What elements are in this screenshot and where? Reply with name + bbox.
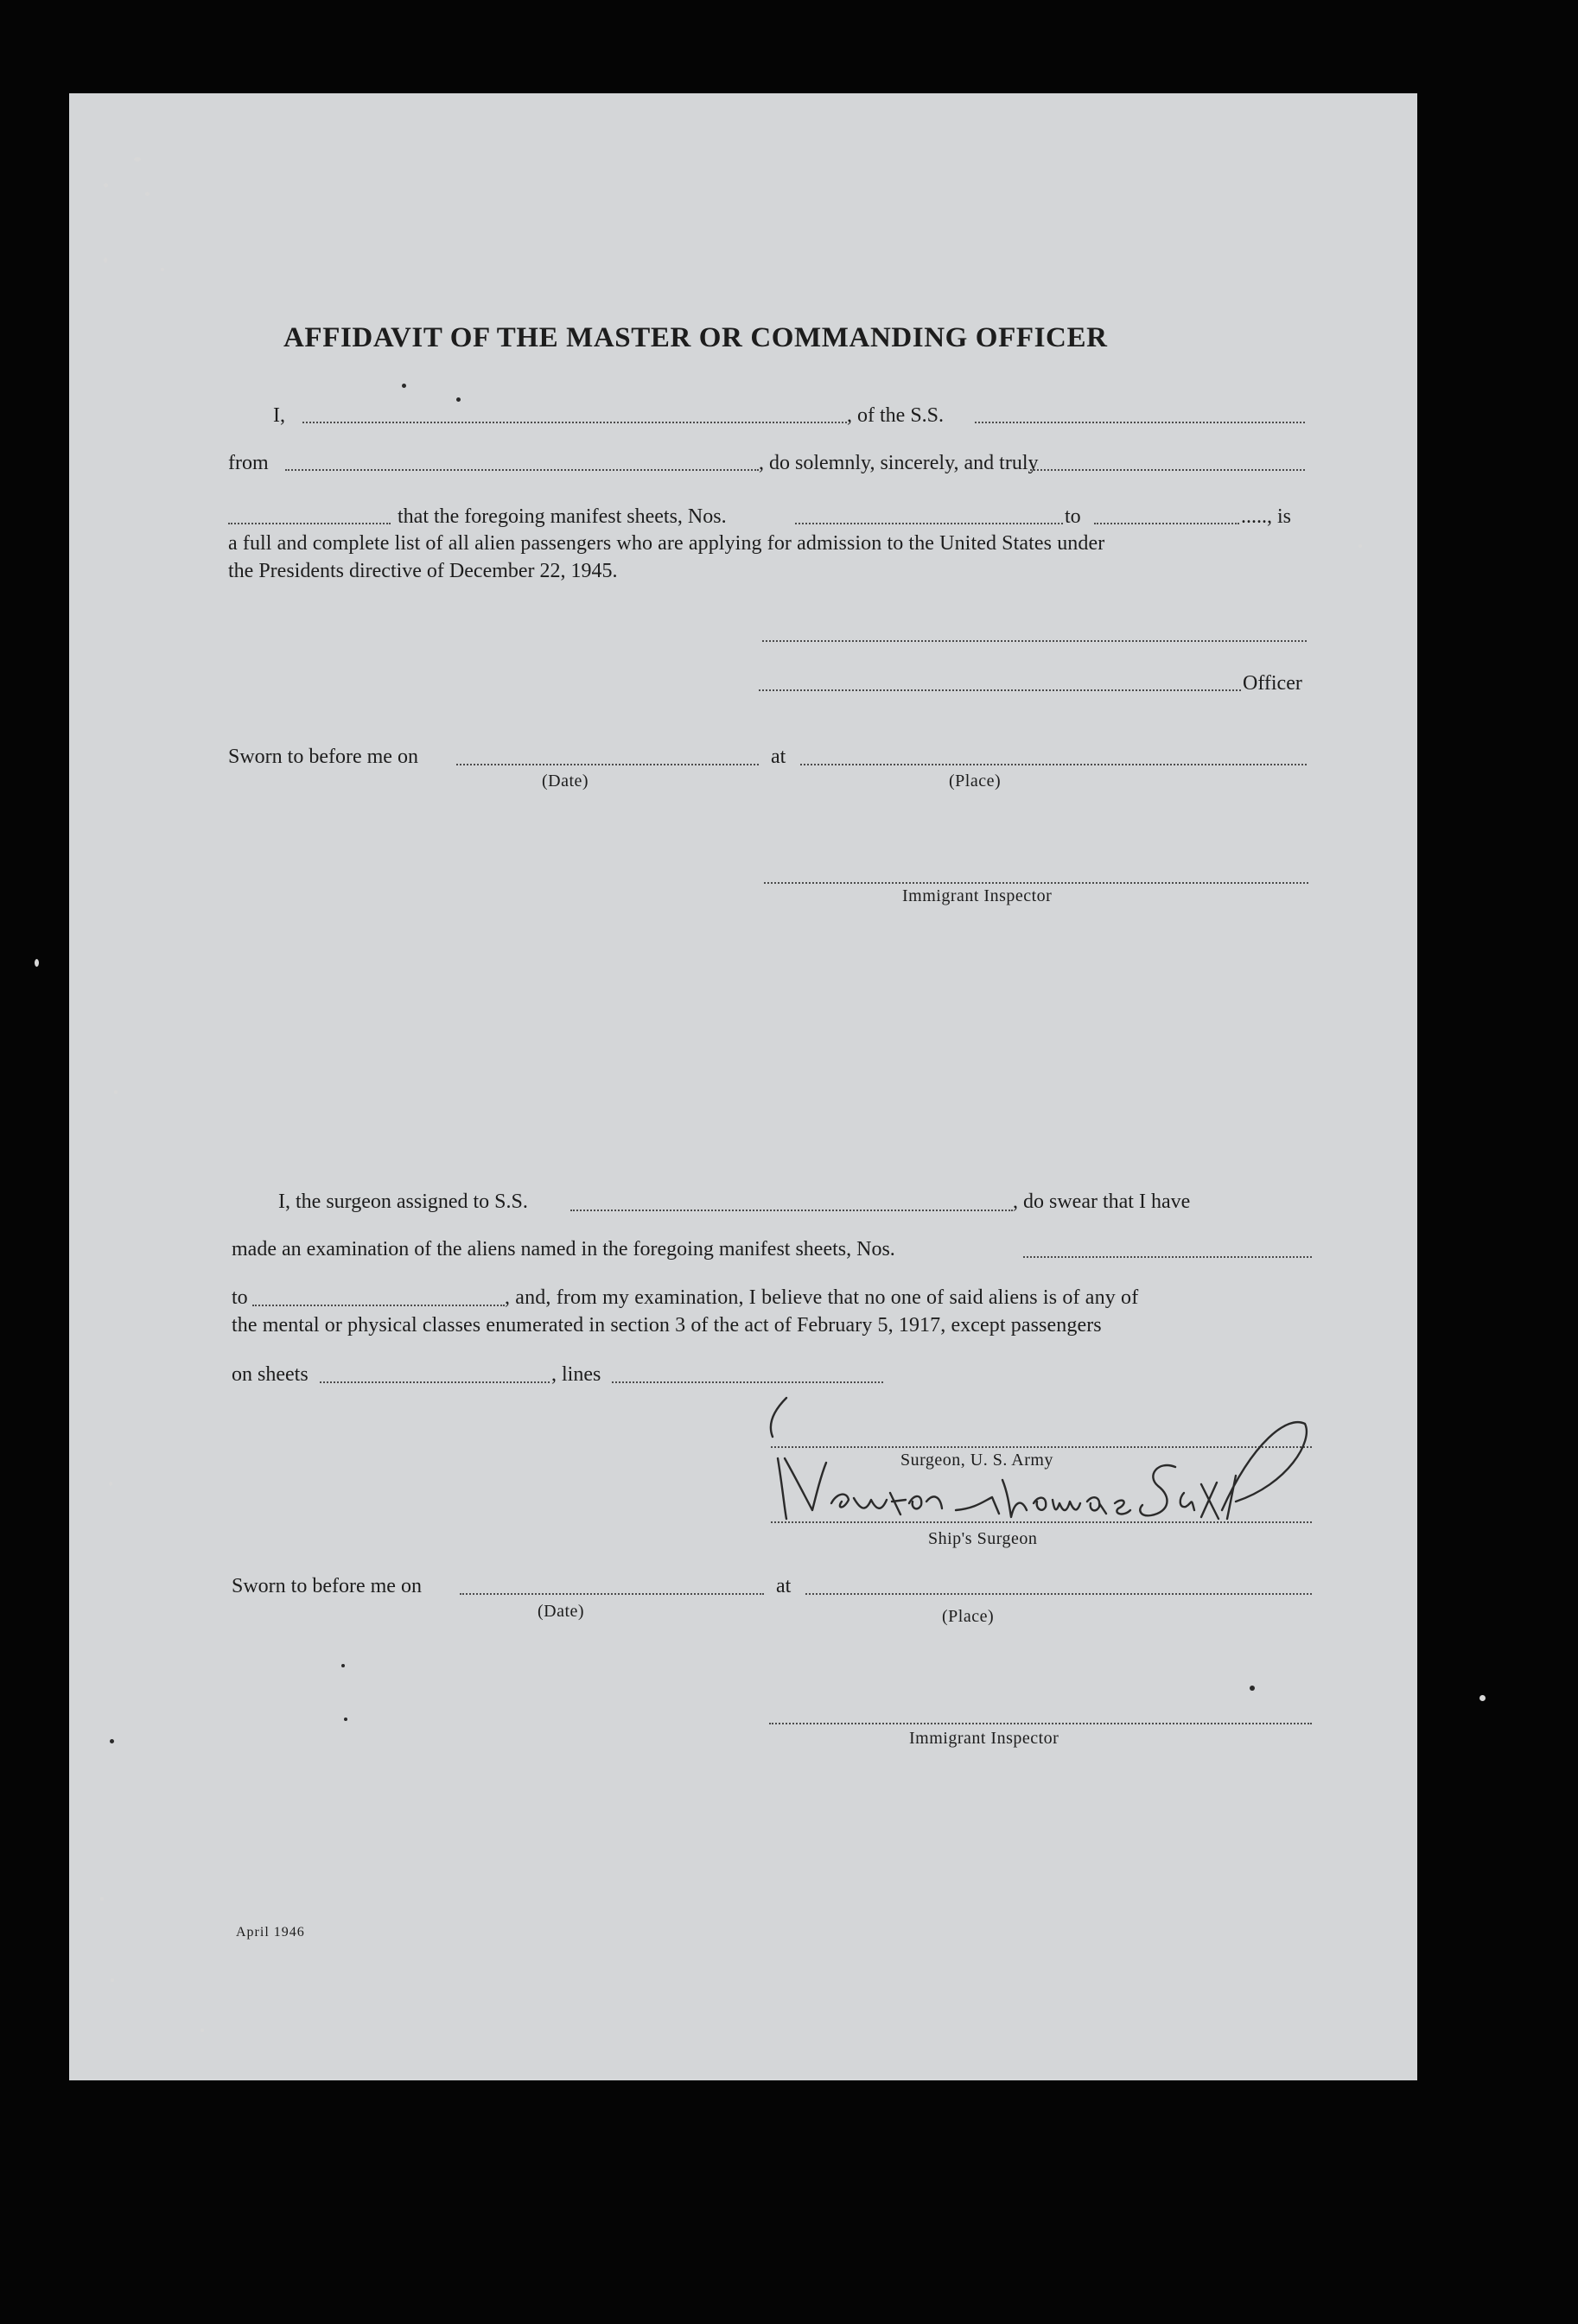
background-speck xyxy=(104,257,107,263)
inspector-caption: Immigrant Inspector xyxy=(902,886,1053,905)
background-speck xyxy=(161,268,164,271)
sworn-date-line[interactable] xyxy=(456,764,759,765)
manifest-from-line[interactable] xyxy=(795,523,1063,524)
to-label: to xyxy=(1065,505,1081,528)
paper-speck xyxy=(341,1664,345,1667)
oath-line-b[interactable] xyxy=(228,523,391,524)
master-name-line[interactable] xyxy=(302,422,847,423)
background-speck xyxy=(114,1090,118,1094)
background-speck xyxy=(1479,1695,1486,1701)
at-label-2: at xyxy=(776,1575,792,1597)
background-speck xyxy=(35,959,39,967)
on-sheets-label: on sheets xyxy=(232,1363,309,1386)
paper-speck xyxy=(1250,1686,1255,1691)
officer-signature-line[interactable] xyxy=(759,689,1241,691)
surgeon-to-label: to xyxy=(232,1286,248,1309)
master-signature-line[interactable] xyxy=(762,640,1307,642)
from-label: from xyxy=(228,452,269,474)
sworn-before-label: Sworn to before me on xyxy=(228,746,418,768)
paper-speck xyxy=(456,397,461,402)
paper-speck xyxy=(402,384,406,388)
background-speck xyxy=(104,183,108,187)
paper-speck xyxy=(110,1739,114,1743)
swear-text: , do swear that I have xyxy=(1013,1191,1191,1213)
except-sheets-line[interactable] xyxy=(320,1381,550,1383)
master-name-prefix: I, xyxy=(273,404,285,427)
solemnly-text: , do solemnly, sincerely, and truly xyxy=(759,452,1039,474)
manifest-sheets-text: that the foregoing manifest sheets, Nos. xyxy=(398,505,727,528)
surgeon-ship-line[interactable] xyxy=(570,1210,1013,1211)
army-surgeon-caption: Surgeon, U. S. Army xyxy=(900,1451,1053,1470)
surgeon-sheets-to-line[interactable] xyxy=(252,1305,505,1306)
background-speck xyxy=(200,2029,204,2032)
form-date: April 1946 xyxy=(236,1925,305,1940)
place-caption: (Place) xyxy=(949,771,1002,791)
ship-name-line[interactable] xyxy=(975,422,1305,423)
sworn-before-label-2: Sworn to before me on xyxy=(232,1575,422,1597)
date-caption-2: (Date) xyxy=(538,1602,585,1621)
examination-belief-text: , and, from my examination, I believe that no one of said aliens is of any of xyxy=(505,1286,1139,1309)
sworn-place-line-2[interactable] xyxy=(805,1593,1312,1595)
background-speck xyxy=(109,1482,112,1486)
examination-text: made an examination of the aliens named in the foregoing manifest sheets, Nos. xyxy=(232,1238,895,1260)
except-lines-line[interactable] xyxy=(612,1381,883,1383)
date-caption: (Date) xyxy=(542,771,589,791)
from-port-line[interactable] xyxy=(285,469,759,471)
form-title: AFFIDAVIT OF THE MASTER OR COMMANDING OFFICER xyxy=(283,322,1108,353)
surgeon-sheets-from-line[interactable] xyxy=(1023,1256,1312,1258)
manifest-to-line[interactable] xyxy=(1094,523,1239,524)
is-text: ....., is xyxy=(1241,505,1292,528)
surgeon-intro-text: I, the surgeon assigned to S.S. xyxy=(278,1191,528,1213)
inspector-signature-line[interactable] xyxy=(764,882,1308,884)
directive-text: the Presidents directive of December 22, 1945. xyxy=(228,560,618,582)
officer-label: Officer xyxy=(1243,672,1302,695)
background-speck xyxy=(100,1897,104,1901)
oath-line-a[interactable] xyxy=(1030,469,1305,471)
complete-list-text: a full and complete list of all alien passengers who are applying for admission to the United States under xyxy=(228,532,1105,555)
background-speck xyxy=(145,192,150,196)
inspector-signature-line-2[interactable] xyxy=(769,1723,1312,1724)
of-ss-label: , of the S.S. xyxy=(847,404,945,427)
ship-surgeon-caption: Ship's Surgeon xyxy=(928,1529,1038,1548)
affidavit-form-page xyxy=(69,93,1417,2080)
sworn-place-line[interactable] xyxy=(800,764,1307,765)
background-speck xyxy=(111,1978,114,1982)
inspector-caption-2: Immigrant Inspector xyxy=(909,1729,1059,1748)
sworn-date-line-2[interactable] xyxy=(460,1593,764,1595)
at-label: at xyxy=(771,746,786,768)
place-caption-2: (Place) xyxy=(942,1607,995,1626)
lines-label: , lines xyxy=(551,1363,601,1386)
paper-speck xyxy=(344,1718,347,1721)
classes-enumerated-text: the mental or physical classes enumerated in section 3 of the act of February 5, 1917, except passengers xyxy=(232,1314,1102,1337)
background-speck xyxy=(1358,544,1362,548)
background-speck xyxy=(134,157,141,162)
surgeon-signature xyxy=(752,1389,1348,1536)
